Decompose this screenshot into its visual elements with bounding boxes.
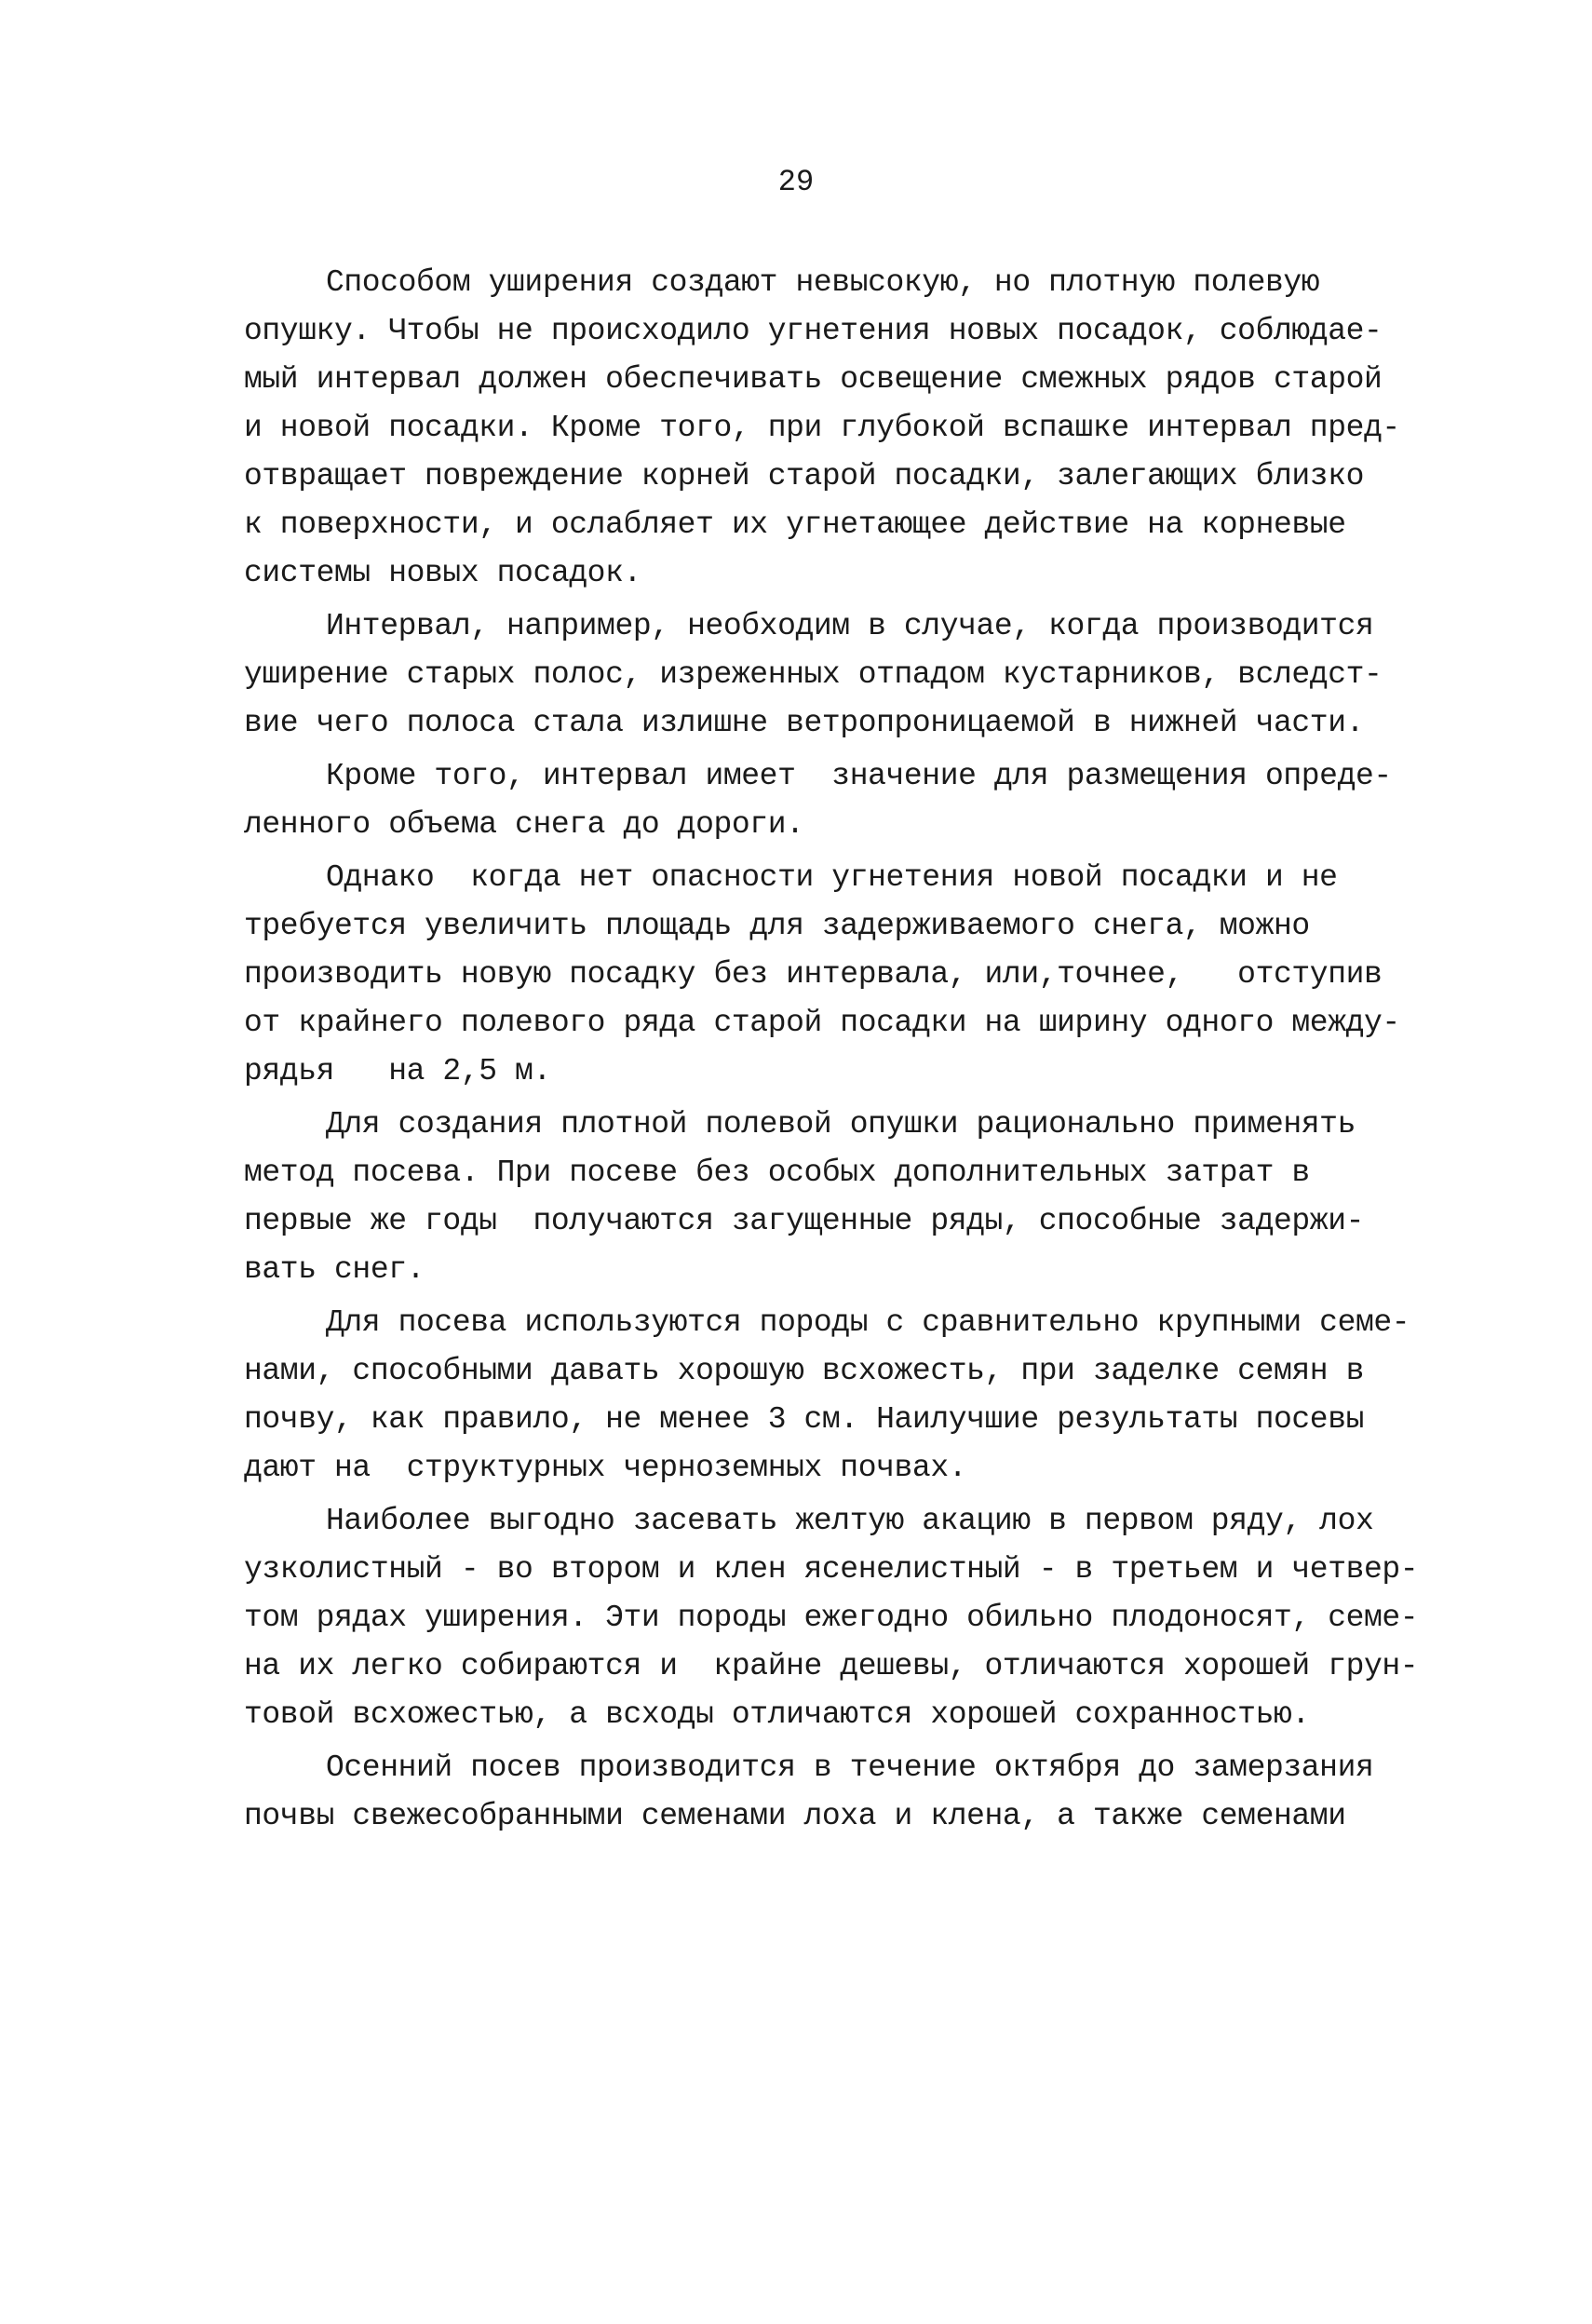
text-line: системы новых посадок. — [244, 556, 641, 590]
text-line: первые же годы получаются загущенные ряды, способные задержи- — [244, 1204, 1365, 1238]
text-line: на их легко собираются и крайне дешевы, отличаются хорошей грун- — [244, 1649, 1419, 1683]
text-line: Для посева используются породы с сравнительно крупными семе- — [326, 1305, 1410, 1340]
text-line: том рядах уширения. Эти породы ежегодно обильно плодоносят, семе- — [244, 1601, 1419, 1635]
text-line: вать снег. — [244, 1252, 425, 1287]
paragraph — [244, 1497, 1454, 1739]
text-line: требуется увеличить площадь для задерживаемого снега, можно — [244, 909, 1310, 943]
paragraph — [244, 1744, 1454, 1841]
text-line: Кроме того, интервал имеет значение для размещения опреде- — [326, 759, 1392, 793]
text-line: уширение старых полос, изреженных отпадом кустарников, вследст- — [244, 657, 1383, 692]
text-line: Интервал, например, необходим в случае, когда производится — [326, 609, 1374, 643]
paragraph — [244, 1101, 1454, 1294]
text-line: узколистный - во втором и клен ясенелистный - в третьем и четвер- — [244, 1552, 1419, 1587]
text-line: товой всхожестью, а всходы отличаются хорошей сохранностью. — [244, 1697, 1310, 1732]
text-line: от крайнего полевого ряда старой посадки на ширину одного между- — [244, 1006, 1400, 1040]
text-line: Однако когда нет опасности угнетения новой посадки и не — [326, 860, 1338, 895]
text-line: Способом уширения создают невысокую, но плотную полевую — [326, 265, 1320, 300]
paragraph — [244, 854, 1454, 1096]
text-line: к поверхности, и ослабляет их угнетающее действие на корневые — [244, 507, 1346, 542]
text-line: метод посева. При посеве без особых дополнительных затрат в — [244, 1155, 1310, 1190]
text-line: Для создания плотной полевой опушки рационально применять — [326, 1107, 1356, 1142]
paragraph — [244, 1299, 1454, 1493]
text-line: почвы свежесобранными семенами лоха и клена, а также семенами — [244, 1799, 1346, 1833]
text-line: вие чего полоса стала излишне ветропроницаемой в нижней части. — [244, 706, 1365, 740]
text-line: Осенний посев производится в течение октября до замерзания — [326, 1750, 1374, 1785]
paragraph — [244, 752, 1454, 849]
page-number: 29 — [777, 165, 815, 199]
text-line: ленного объема снега до дороги. — [244, 807, 804, 842]
body-text — [244, 259, 1454, 1845]
paragraph — [244, 602, 1454, 748]
text-line: дают на структурных черноземных почвах. — [244, 1451, 967, 1485]
text-line: рядья на 2,5 м. — [244, 1054, 551, 1088]
paragraph — [244, 259, 1454, 598]
text-line: опушку. Чтобы не происходило угнетения новых посадок, соблюдае- — [244, 314, 1383, 348]
text-line: производить новую посадку без интервала, или,точнее, отступив — [244, 957, 1383, 992]
text-line: мый интервал должен обеспечивать освещение смежных рядов старой — [244, 362, 1383, 397]
text-line: отвращает повреждение корней старой посадки, залегающих близко — [244, 459, 1365, 493]
text-line: нами, способными давать хорошую всхожесть, при заделке семян в — [244, 1354, 1365, 1388]
text-line: Наиболее выгодно засевать желтую акацию в первом ряду, лох — [326, 1504, 1374, 1538]
text-line: почву, как правило, не менее 3 см. Наилучшие результаты посевы — [244, 1402, 1365, 1437]
text-line: и новой посадки. Кроме того, при глубокой вспашке интервал пред- — [244, 411, 1400, 445]
